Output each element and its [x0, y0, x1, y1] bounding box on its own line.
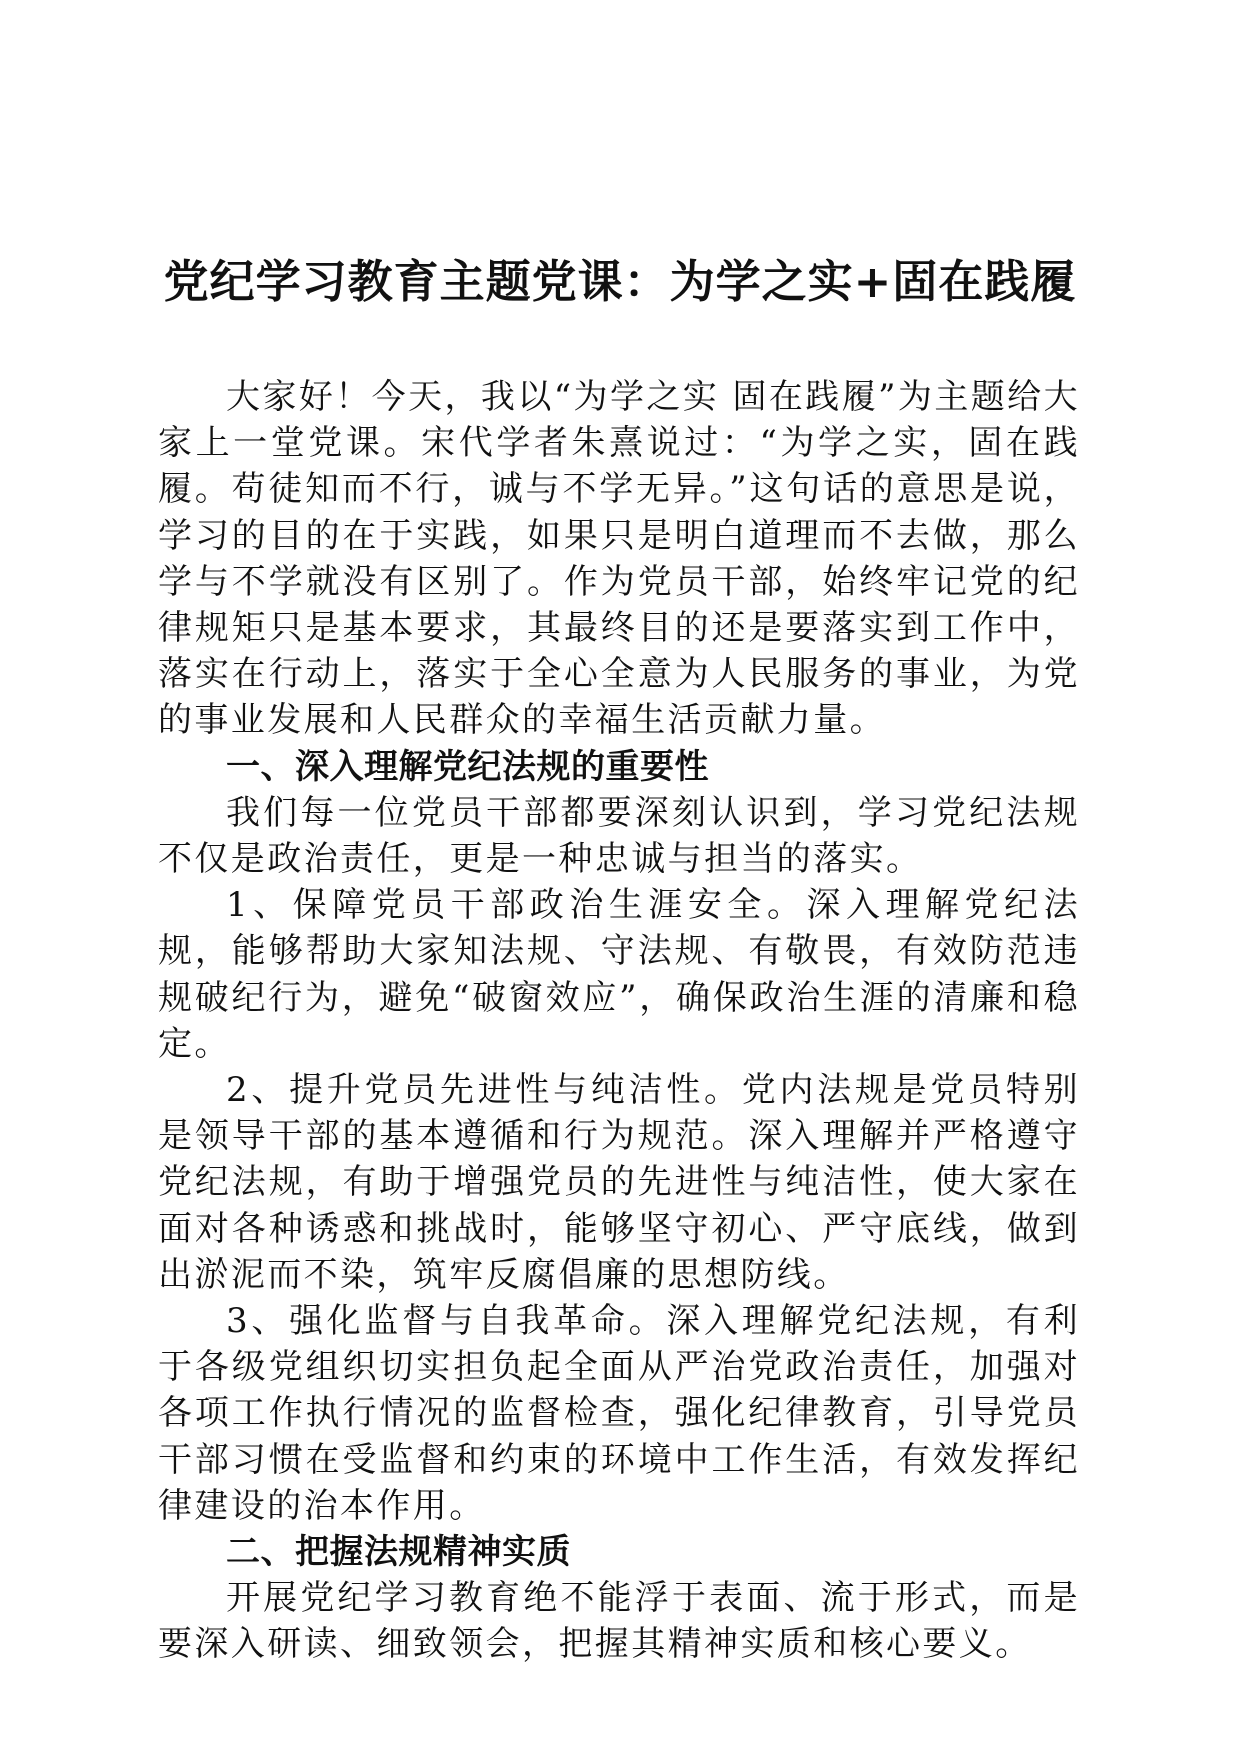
section-heading-2: 二、把握法规精神实质	[226, 1532, 571, 1573]
section-1-point-2: 2、提升党员先进性与纯洁性。党内法规是党员特别是领导干部的基本遵循和行为规范。深入理解并严格遵守党纪法规，有助于增强党员的先进性与纯洁性，使大家在面对各种诱惑和挑战时，能够坚守初心、严守底线，做到出淤泥而不染，筑牢反腐倡廉的思想防线。	[158, 1070, 1080, 1295]
section-1-point-3: 3、强化监督与自我革命。深入理解党纪法规，有利于各级党组织切实担负起全面从严治党政治责任，加强对各项工作执行情况的监督检查，强化纪律教育，引导党员干部习惯在受监督和约束的环境中工作生活，有效发挥纪律建设的治本作用。	[158, 1301, 1080, 1526]
section-1-point-1: 1、保障党员干部政治生涯安全。深入理解党纪法规，能够帮助大家知法规、守法规、有敬畏，有效防范违规破纪行为，避免“破窗效应”，确保政治生涯的清廉和稳定。	[158, 885, 1080, 1064]
section-1-intro: 我们每一位党员干部都要深刻认识到，学习党纪法规不仅是政治责任，更是一种忠诚与担当的落实。	[158, 792, 1080, 880]
intro-paragraph: 大家好！今天，我以“为学之实 固在践履”为主题给大家上一堂党课。宋代学者朱熹说过：“为学之实，固在践履。苟徒知而不行，诚与不学无异。”这句话的意思是说，学习的目的在于实践，如果只是明白道理而不去做，那么学与不学就没有区别了。作为党员干部，始终牢记党的纪律规矩只是基本要求，其最终目的还是要落实到工作中，落实在行动上，落实于全心全意为人民服务的事业，为党的事业发展和人民群众的幸福生活贡献力量。	[158, 377, 1080, 741]
section-heading-1: 一、深入理解党纪法规的重要性	[226, 746, 709, 787]
section-2-intro: 开展党纪学习教育绝不能浮于表面、流于形式，而是要深入研读、细致领会，把握其精神实质和核心要义。	[158, 1578, 1080, 1665]
document-title: 党纪学习教育主题党课：为学之实+固在践履	[163, 255, 1077, 308]
document-body	[158, 374, 1080, 1668]
